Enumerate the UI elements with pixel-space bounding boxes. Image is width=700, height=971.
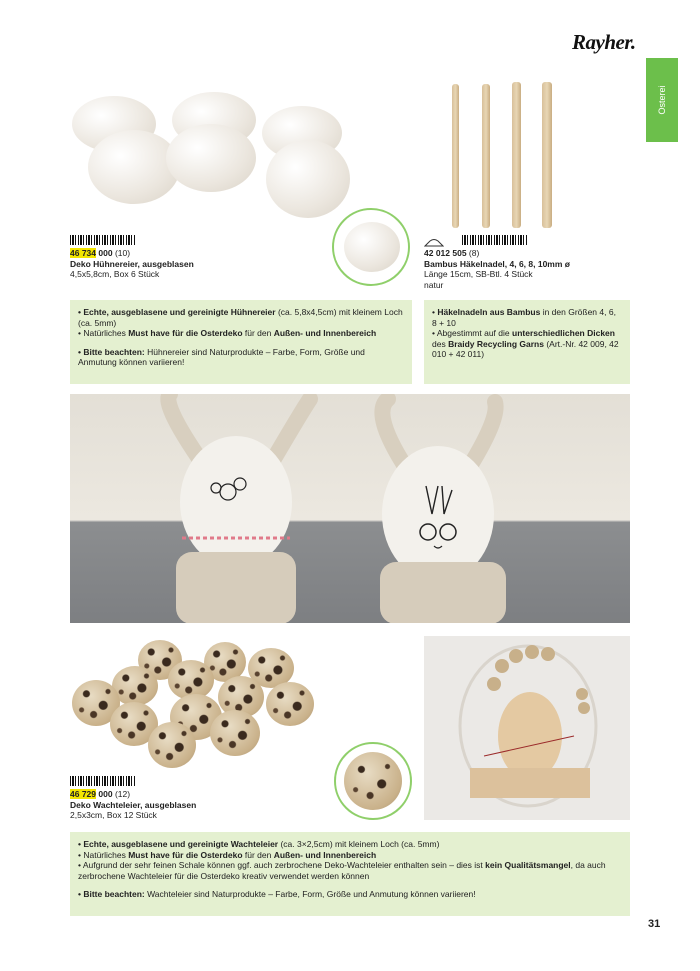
quail-eggs-photo	[68, 636, 330, 774]
section-tab[interactable]	[646, 58, 678, 142]
article-number: 46 734 000 (10)	[70, 248, 131, 258]
product-quail-eggs-info	[70, 789, 330, 821]
quail-egg-detail-circle	[334, 742, 412, 820]
page-number: 31	[648, 918, 661, 930]
product-name: Deko Hühnereier, ausgeblasen	[70, 258, 194, 269]
product-color: natur	[424, 279, 444, 290]
article-number: 46 729 000 (12)	[70, 789, 131, 799]
crochet-hooks-photo	[440, 78, 570, 230]
product-details: 2,5x3cm, Box 12 Stück	[70, 810, 157, 820]
feature-1: • Häkelnadeln aus Bambus in den Größen 4, 6, 8 + 10 • Abgestimmt auf die unterschiedlichen Dicken des Braidy Recycling Garns (Art.-Nr. 42 009, 42 010 + 42 011)	[432, 307, 619, 359]
barcode-icon	[462, 235, 528, 245]
bunny-egg-cozies-photo	[70, 394, 630, 623]
crochet-hooks-features-box	[424, 300, 630, 384]
product-name: Bambus Häkelnadel, 4, 6, 8, 10mm ø	[424, 258, 570, 269]
product-details: Länge 15cm, SB-Btl. 4 Stück	[424, 269, 533, 279]
brand-logo: Rayher.	[572, 30, 636, 54]
product-name: Deko Wachteleier, ausgeblasen	[70, 799, 197, 810]
care-note: • Bitte beachten: Wachteleier sind Naturprodukte – Farbe, Form, Größe und Anmutung können variieren!	[78, 889, 476, 899]
chicken-eggs-photo	[68, 88, 358, 228]
chicken-egg-detail-circle	[332, 208, 410, 286]
chicken-eggs-features-box	[70, 300, 412, 384]
hook-pictogram-icon	[424, 234, 444, 243]
product-details: 4,5x5,8cm, Box 6 Stück	[70, 269, 160, 279]
article-number: 42 012 505 (8)	[424, 248, 480, 258]
feature-list: • Echte, ausgeblasene und gereinigte Wachteleier (ca. 3×2,5cm) mit kleinem Loch (ca. 5mm) • Natürliches Must have für die Osterdeko für den Außen- und Innenbereich • Aufgrund der sehr feinen Schale können ggf. auch zerbrochene Deko-Wachteleier enthalten sein – dies ist kein Qualitätsmangel, da auch zerbrochene Wachteleier für die Osterdeko kreativ verwendet werden können	[78, 839, 606, 881]
egg-stand-decoration-photo	[424, 636, 630, 820]
section-tab-label: Osterei	[657, 85, 667, 115]
feature-1: • Echte, ausgeblasene und gereinigte Hühnereier (ca. 5,8x4,5cm) mit kleinem Loch (ca. 5mm) • Natürliches Must have für die Osterdeko für den Außen- und Innenbereich	[78, 307, 403, 338]
product-chicken-eggs-info	[70, 248, 330, 280]
product-crochet-hooks-info	[424, 248, 624, 290]
barcode-icon	[70, 235, 136, 245]
care-note: • Bitte beachten: Hühnereier sind Naturprodukte – Farbe, Form, Größe und Anmutung können variieren!	[78, 346, 365, 367]
quail-eggs-features-box	[70, 832, 630, 916]
barcode-icon	[70, 776, 136, 786]
